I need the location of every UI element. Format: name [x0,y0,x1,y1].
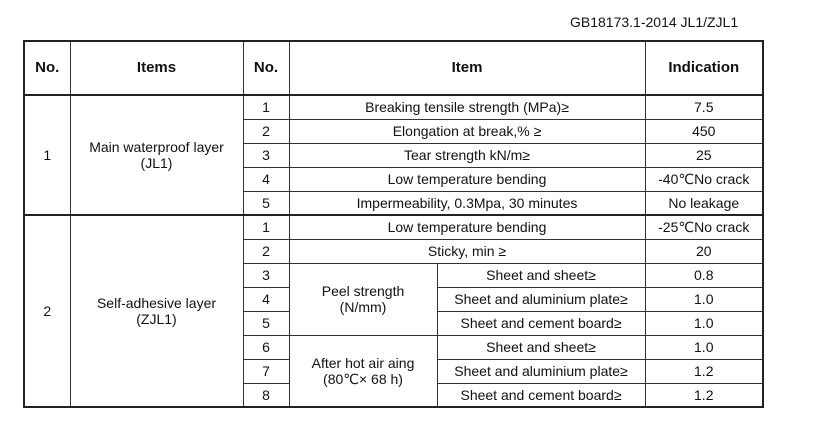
group-code: (ZJL1) [136,311,177,327]
row-no: 1 [243,215,289,239]
row-indication: 20 [645,239,763,263]
row-item: Low temperature bending [289,215,645,239]
group-name-cell [70,215,243,407]
header-no: No. [243,41,289,95]
row-indication: 450 [645,119,763,143]
row-item: Sheet and cement board≥ [437,311,645,335]
row-indication: 1.2 [645,359,763,383]
row-no: 5 [243,311,289,335]
row-indication: 1.0 [645,335,763,359]
row-item: Impermeability, 0.3Mpa, 30 minutes [289,191,645,215]
row-indication: 1.0 [645,287,763,311]
table-row [24,95,763,119]
group-no: 2 [24,215,70,407]
group-name: Main waterproof layer [89,139,224,155]
group-no: 1 [24,95,70,215]
row-item: Breaking tensile strength (MPa)≥ [289,95,645,119]
row-item: Sheet and cement board≥ [437,383,645,407]
row-no: 1 [243,95,289,119]
row-indication: No leakage [645,191,763,215]
subgroup-label: Peel strength [321,283,405,299]
row-item: Elongation at break,% ≥ [289,119,645,143]
row-item: Sticky, min ≥ [289,239,645,263]
row-indication: 1.0 [645,311,763,335]
row-no: 4 [243,287,289,311]
row-indication: 0.8 [645,263,763,287]
header-item: Item [289,41,645,95]
row-no: 3 [243,143,289,167]
row-item: Sheet and sheet≥ [437,335,645,359]
subgroup-label-cell [289,263,437,335]
group-name: Self-adhesive layer [96,295,217,311]
row-indication: 7.5 [645,95,763,119]
row-item: Sheet and aluminium plate≥ [437,359,645,383]
subgroup-label: After hot air aing [311,354,415,371]
group-name-cell [70,95,243,215]
row-no: 7 [243,359,289,383]
spec-table [23,40,764,408]
row-item: Sheet and aluminium plate≥ [437,287,645,311]
row-no: 5 [243,191,289,215]
row-indication: -25℃No crack [645,215,763,239]
row-no: 8 [243,383,289,407]
row-no: 6 [243,335,289,359]
row-indication: -40℃No crack [645,167,763,191]
row-item: Low temperature bending [289,167,645,191]
row-no: 2 [243,239,289,263]
header-group-no: No. [24,41,70,95]
table-row [24,215,763,239]
header-items: Items [70,41,243,95]
subgroup-unit: (N/mm) [339,299,387,315]
subgroup-unit: (80℃× 68 h) [323,370,403,387]
subgroup-label-cell [289,335,437,407]
row-no: 4 [243,167,289,191]
row-item: Sheet and sheet≥ [437,263,645,287]
row-no: 2 [243,119,289,143]
row-no: 3 [243,263,289,287]
header-row [24,41,763,95]
group-code: (JL1) [140,155,173,171]
row-item: Tear strength kN/m≥ [289,143,645,167]
standard-code: GB18173.1-2014 JL1/ZJL1 [570,14,739,30]
row-indication: 1.2 [645,383,763,407]
header-indication: Indication [645,41,763,95]
row-indication: 25 [645,143,763,167]
